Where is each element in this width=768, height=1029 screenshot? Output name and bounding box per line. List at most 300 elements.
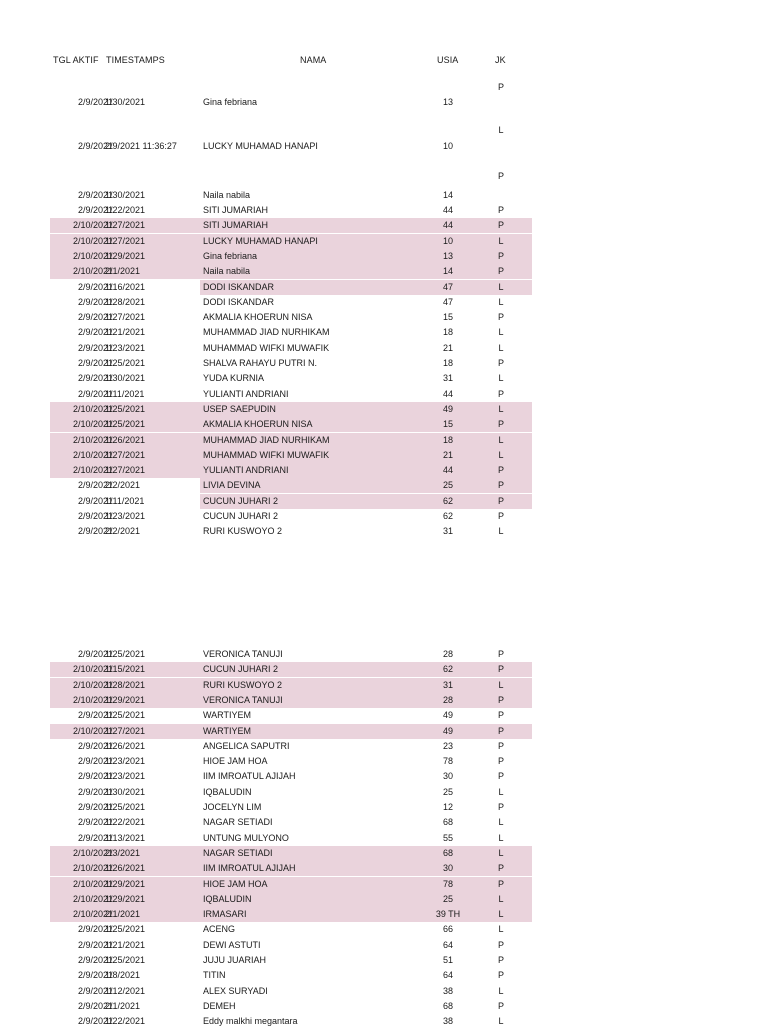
jk-cell: P [497,266,504,277]
nama-cell: WARTIYEM [203,725,252,736]
table-row [50,433,532,448]
usia-cell: 68 [442,847,453,858]
nama-cell: NAGAR SETIADI [203,847,273,858]
nama-cell: Gina febriana [203,97,258,107]
table-row [50,218,532,233]
usia-cell: 38 [442,1016,453,1027]
jk-cell: P [497,756,504,767]
nama-cell: CUCUN JUHARI 2 [203,664,279,675]
nama-cell: MUHAMMAD JIAD NURHIKAM [203,434,330,445]
table-row [50,877,532,892]
jk-cell: P [497,649,504,659]
jk-cell: L [498,342,504,353]
header-jk: JK [495,55,506,65]
jk-cell: L [498,125,504,135]
tgl-aktif-cell: 2/10/2021 [72,403,113,414]
jk-cell: P [497,312,504,323]
jk-cell: P [497,511,504,521]
timestamp-cell: 1/27/2021 [105,312,146,323]
nama-cell: LUCKY MUHAMAD HANAPI [203,235,318,246]
usia-cell: 49 [442,725,453,736]
table-row [50,968,532,983]
jk-cell: P [497,358,504,368]
timestamp-cell: 1/15/2021 [105,664,146,675]
nama-cell: USEP SAEPUDIN [203,403,276,414]
table-row [50,662,532,677]
jk-cell: P [497,878,504,889]
header-timestamps: TIMESTAMPS [106,55,165,65]
timestamp-cell: 1/25/2021 [105,358,146,368]
jk-cell: L [498,893,504,904]
timestamp-cell: 2/3/2021 [105,847,141,858]
nama-cell: DEWI ASTUTI [203,939,261,950]
nama-cell: YUDA KURNIA [203,373,265,384]
tgl-aktif-cell: 2/9/2021 [77,388,113,399]
table-row [50,708,532,723]
timestamp-cell: 1/12/2021 [105,985,146,996]
timestamp-cell: 1/28/2021 [105,296,146,307]
nama-cell: IRMASARI [203,909,247,920]
nama-cell: IQBALUDIN [203,893,252,904]
table-row [50,188,532,203]
usia-cell: 28 [442,649,453,659]
jk-cell: L [498,434,504,445]
nama-cell: VERONICA TANUJI [203,649,283,659]
tgl-aktif-cell: 2/10/2021 [72,434,113,445]
jk-cell: P [497,388,504,399]
table-row [50,938,532,953]
table-row [50,800,532,815]
table-row [50,922,532,937]
table-row [50,139,532,154]
jk-cell: P [497,863,504,874]
usia-cell: 18 [442,434,453,445]
tgl-aktif-cell: 2/9/2021 [77,373,113,384]
usia-cell: 18 [442,327,453,338]
timestamp-cell: 1/27/2021 [105,220,146,231]
nama-cell: AKMALIA KHOERUN NISA [203,312,313,323]
usia-cell: 47 [442,281,453,292]
tgl-aktif-cell: 2/9/2021 [77,312,113,323]
usia-cell: 64 [442,970,453,981]
nama-cell: JOCELYN LIM [203,802,262,812]
nama-cell: MUHAMMAD WIFKI MUWAFIK [203,342,330,353]
usia-cell: 13 [442,97,453,107]
nama-cell: RURI KUSWOYO 2 [203,526,283,537]
tgl-aktif-cell: 2/9/2021 [77,281,113,292]
table-row [50,953,532,968]
timestamp-cell: 1/25/2021 [105,802,146,812]
tgl-aktif-cell: 2/10/2021 [72,725,113,736]
tgl-aktif-cell: 2/9/2021 [77,970,113,981]
table-row [50,754,532,769]
timestamp-cell: 1/27/2021 [105,235,146,246]
jk-cell: L [498,679,504,690]
table-row [50,739,532,754]
tgl-aktif-cell: 2/9/2021 [77,756,113,767]
tgl-aktif-cell: 2/9/2021 [77,205,113,215]
timestamp-cell: 1/22/2021 [105,817,146,828]
nama-cell: LIVIA DEVINA [203,480,261,491]
usia-cell: 62 [442,511,453,521]
timestamp-cell: 1/26/2021 [105,740,146,751]
jk-cell: L [498,526,504,537]
timestamp-cell: 1/29/2021 [105,878,146,889]
tgl-aktif-cell: 2/9/2021 [77,802,113,812]
table-row [50,417,532,432]
nama-cell: WARTIYEM [203,710,252,721]
table-row [50,463,532,478]
table-row [50,785,532,800]
usia-cell: 30 [442,771,453,782]
table-row [50,203,532,218]
usia-cell: 25 [442,893,453,904]
table-row [50,831,532,846]
nama-cell: HIOE JAM HOA [203,878,268,889]
nama-cell: JUJU JUARIAH [203,955,267,965]
jk-cell: P [497,171,504,181]
tgl-aktif-cell: 2/10/2021 [72,847,113,858]
nama-cell: SITI JUMARIAH [203,205,269,215]
usia-cell: 12 [442,802,453,812]
table-row [50,524,532,539]
tgl-aktif-cell: 2/9/2021 [77,358,113,368]
usia-cell: 51 [442,955,453,965]
tgl-aktif-cell: 2/10/2021 [72,266,113,277]
nama-cell: AKMALIA KHOERUN NISA [203,419,313,430]
nama-cell: MUHAMMAD JIAD NURHIKAM [203,327,330,338]
timestamp-cell: 1/27/2021 [105,725,146,736]
usia-cell: 64 [442,939,453,950]
jk-cell: L [498,847,504,858]
nama-cell: Naila nabila [203,266,251,277]
usia-cell: 62 [442,664,453,675]
timestamp-cell: 1/25/2021 [105,649,146,659]
jk-cell: L [498,281,504,292]
table-row [50,999,532,1014]
timestamp-cell: 1/27/2021 [105,449,146,460]
jk-cell: L [498,449,504,460]
tgl-aktif-cell: 2/9/2021 [77,740,113,751]
tgl-aktif-cell: 2/9/2021 [77,190,113,200]
jk-cell: L [498,832,504,843]
timestamp-cell: 1/26/2021 [105,434,146,445]
timestamp-cell: 1/29/2021 [105,893,146,904]
table-row [50,295,532,310]
header-tgl-aktif: TGL AKTIF [53,55,99,65]
usia-cell: 14 [442,190,453,200]
jk-cell: L [498,909,504,920]
timestamp-cell: 1/11/2021 [105,388,145,399]
tgl-aktif-cell: 2/9/2021 [77,526,113,537]
jk-cell: P [497,220,504,231]
usia-cell: 66 [442,924,453,935]
timestamp-cell: 1/28/2021 [105,679,146,690]
timestamp-cell: 2/1/2021 [105,1000,141,1011]
tgl-aktif-cell: 2/9/2021 [77,327,113,338]
timestamp-cell: 1/30/2021 [105,190,146,200]
tgl-aktif-cell: 2/10/2021 [72,694,113,705]
table-row [50,234,532,249]
nama-cell: TITIN [203,970,226,981]
usia-cell: 38 [442,985,453,996]
usia-cell: 25 [442,480,453,491]
table-row [50,95,532,110]
nama-cell: Naila nabila [203,190,251,200]
timestamp-cell: 1/25/2021 [105,924,146,935]
timestamp-cell: 2/1/2021 [105,266,141,277]
usia-cell: 31 [442,373,453,384]
timestamp-cell: 2/9/2021 11:36:27 [105,141,177,151]
tgl-aktif-cell: 2/9/2021 [77,985,113,996]
timestamp-cell: 2/2/2021 [105,526,141,537]
table-row [50,371,532,386]
usia-cell: 44 [442,205,453,215]
timestamp-cell: 1/16/2021 [105,281,146,292]
usia-cell: 14 [442,266,453,277]
nama-cell: DEMEH [203,1000,236,1011]
nama-cell: YULIANTI ANDRIANI [203,388,289,399]
timestamp-cell: 1/13/2021 [105,832,146,843]
tgl-aktif-cell: 2/10/2021 [72,235,113,246]
timestamp-cell: 1/22/2021 [105,1016,146,1027]
nama-cell: IIM IMROATUL AJIJAH [203,771,296,782]
nama-cell: VERONICA TANUJI [203,694,283,705]
nama-cell: Eddy malkhi megantara [203,1016,298,1027]
timestamp-cell: 1/30/2021 [105,373,146,384]
tgl-aktif-cell: 2/9/2021 [77,817,113,828]
tgl-aktif-cell: 2/10/2021 [72,250,113,261]
timestamp-cell: 1/30/2021 [105,97,146,107]
tgl-aktif-cell: 2/10/2021 [72,465,113,476]
timestamp-cell: 1/22/2021 [105,205,146,215]
tgl-aktif-cell: 2/10/2021 [72,863,113,874]
tgl-aktif-cell: 2/9/2021 [77,495,113,506]
tgl-aktif-cell: 2/10/2021 [72,893,113,904]
jk-cell: P [497,694,504,705]
usia-cell: 78 [442,756,453,767]
nama-cell: SITI JUMARIAH [203,220,269,231]
jk-cell: P [497,495,504,506]
jk-cell: P [497,82,504,92]
timestamp-cell: 1/21/2021 [105,327,146,338]
nama-cell: LUCKY MUHAMAD HANAPI [203,141,318,151]
nama-cell: HIOE JAM HOA [203,756,268,767]
usia-cell: 30 [442,863,453,874]
nama-cell: YULIANTI ANDRIANI [203,465,289,476]
table-row [50,478,532,493]
jk-cell: P [497,250,504,261]
tgl-aktif-cell: 2/9/2021 [77,939,113,950]
tgl-aktif-cell: 2/10/2021 [72,878,113,889]
jk-cell: L [498,235,504,246]
usia-cell: 68 [442,1000,453,1011]
nama-cell: MUHAMMAD WIFKI MUWAFIK [203,449,330,460]
tgl-aktif-cell: 2/9/2021 [77,710,113,721]
timestamp-cell: 1/27/2021 [105,465,146,476]
tgl-aktif-cell: 2/9/2021 [77,511,113,521]
usia-cell: 13 [442,250,453,261]
nama-cell: NAGAR SETIADI [203,817,273,828]
tgl-aktif-cell: 2/9/2021 [77,1016,113,1027]
table-row [50,815,532,830]
usia-cell: 28 [442,694,453,705]
tgl-aktif-cell: 2/10/2021 [72,220,113,231]
table-row [50,693,532,708]
table-row [50,509,532,524]
tgl-aktif-cell: 2/10/2021 [72,909,113,920]
table-row [50,846,532,861]
usia-cell: 23 [442,740,453,751]
jk-cell: P [497,205,504,215]
nama-cell: CUCUN JUHARI 2 [203,495,279,506]
table-row [50,264,532,279]
table-row [50,678,532,693]
nama-cell: CUCUN JUHARI 2 [203,511,279,521]
jk-cell: P [497,465,504,476]
jk-cell: L [498,985,504,996]
jk-cell: L [498,924,504,935]
table-row [50,724,532,739]
nama-cell: Gina febriana [203,250,258,261]
jk-cell: P [497,710,504,721]
table-row [50,907,532,922]
nama-cell: ALEX SURYADI [203,985,268,996]
tgl-aktif-cell: 2/9/2021 [77,480,113,491]
tgl-aktif-cell: 2/10/2021 [72,679,113,690]
table-row [50,310,532,325]
tgl-aktif-cell: 2/9/2021 [77,924,113,935]
tgl-aktif-cell: 2/9/2021 [77,1000,113,1011]
table-row [50,647,532,662]
timestamp-cell: 1/23/2021 [105,342,146,353]
tgl-aktif-cell: 2/9/2021 [77,649,113,659]
jk-cell: P [497,970,504,981]
nama-cell: ANGELICA SAPUTRI [203,740,290,751]
nama-cell: ACENG [203,924,236,935]
nama-cell: SHALVA RAHAYU PUTRI N. [203,358,318,368]
timestamp-cell: 1/8/2021 [105,970,141,981]
header-nama: NAMA [300,55,327,65]
tgl-aktif-cell: 2/9/2021 [77,342,113,353]
jk-cell: P [497,480,504,491]
tgl-aktif-cell: 2/10/2021 [72,664,113,675]
tgl-aktif-cell: 2/9/2021 [77,141,113,151]
tgl-aktif-cell: 2/9/2021 [77,296,113,307]
usia-cell: 10 [442,141,453,151]
usia-cell: 55 [442,832,453,843]
usia-cell: 78 [442,878,453,889]
tgl-aktif-cell: 2/9/2021 [77,955,113,965]
usia-cell: 44 [442,388,453,399]
usia-cell: 47 [442,296,453,307]
timestamp-cell: 1/23/2021 [105,756,146,767]
jk-cell: L [498,1016,504,1027]
jk-cell: L [498,373,504,384]
table-row [50,341,532,356]
table-row [50,402,532,417]
jk-cell: L [498,817,504,828]
timestamp-cell: 1/23/2021 [105,771,146,782]
nama-cell: DODI ISKANDAR [203,296,275,307]
timestamp-cell: 1/11/2021 [105,495,145,506]
timestamp-cell: 1/26/2021 [105,863,146,874]
nama-cell: DODI ISKANDAR [203,281,275,292]
jk-cell: L [498,327,504,338]
jk-cell: P [497,802,504,812]
usia-cell: 31 [442,526,453,537]
timestamp-cell: 1/29/2021 [105,694,146,705]
timestamp-cell: 1/25/2021 [105,419,146,430]
jk-cell: P [497,419,504,430]
usia-cell: 68 [442,817,453,828]
table-row [50,448,532,463]
table-row [50,249,532,264]
jk-cell: L [498,786,504,797]
timestamp-cell: 2/2/2021 [105,480,141,491]
timestamp-cell: 2/1/2021 [105,909,141,920]
usia-cell: 15 [442,419,453,430]
tgl-aktif-cell: 2/9/2021 [77,832,113,843]
usia-cell: 25 [442,786,453,797]
table-row [50,494,532,509]
nama-cell: IQBALUDIN [203,786,252,797]
table-row [50,280,532,295]
jk-cell: P [497,955,504,965]
table-row [50,356,532,371]
timestamp-cell: 1/29/2021 [105,250,146,261]
jk-cell: P [497,725,504,736]
nama-cell: IIM IMROATUL AJIJAH [203,863,296,874]
usia-cell: 21 [442,342,453,353]
tgl-aktif-cell: 2/10/2021 [72,449,113,460]
table-row [50,387,532,402]
usia-cell: 44 [442,220,453,231]
jk-cell: P [497,771,504,782]
timestamp-cell: 1/25/2021 [105,403,146,414]
usia-cell: 15 [442,312,453,323]
usia-cell: 62 [442,495,453,506]
table-row [50,325,532,340]
usia-cell: 49 [442,710,453,721]
table-row [50,1014,532,1029]
nama-cell: RURI KUSWOYO 2 [203,679,283,690]
table-row [50,984,532,999]
timestamp-cell: 1/25/2021 [105,955,146,965]
tgl-aktif-cell: 2/10/2021 [72,419,113,430]
table-row [50,892,532,907]
table-row [50,769,532,784]
usia-cell: 49 [442,403,453,414]
tgl-aktif-cell: 2/9/2021 [77,771,113,782]
jk-cell: P [497,1000,504,1011]
header-usia: USIA [437,55,459,65]
nama-cell: UNTUNG MULYONO [203,832,289,843]
usia-cell: 21 [442,449,453,460]
usia-cell: 31 [442,679,453,690]
timestamp-cell: 1/30/2021 [105,786,146,797]
jk-cell: P [497,740,504,751]
usia-cell: 44 [442,465,453,476]
usia-cell: 39 TH [435,909,461,920]
table-row [50,861,532,876]
usia-cell: 10 [442,235,453,246]
timestamp-cell: 1/25/2021 [105,710,146,721]
timestamp-cell: 1/23/2021 [105,511,146,521]
jk-cell: P [497,939,504,950]
timestamp-cell: 1/21/2021 [105,939,146,950]
tgl-aktif-cell: 2/9/2021 [77,97,113,107]
